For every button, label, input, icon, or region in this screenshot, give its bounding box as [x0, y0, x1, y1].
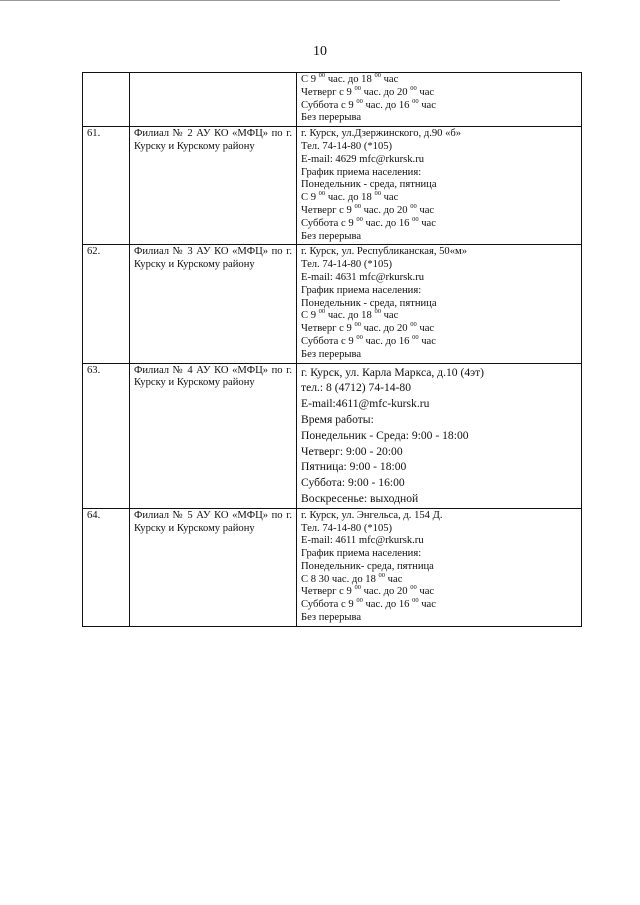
- detail-line: Четверг с 9 $^{00}$ час. до 20 $^{00}$ час: [301, 321, 435, 335]
- detail-line: Суббота с 9 $^{00}$ час. до 16 $^{00}$ час: [301, 597, 436, 611]
- branch-details: [297, 508, 582, 626]
- branch-name: Филиал № 5 АУ КО «МФЦ» по г. Курску и Курскому району: [130, 508, 297, 626]
- row-number: 63.: [83, 363, 130, 508]
- detail-line: Воскресенье: выходной: [301, 491, 419, 505]
- detail-line: С 9 $^{00}$ час. до 18 $^{00}$ час: [301, 308, 399, 322]
- detail-line: Время работы:: [301, 412, 374, 426]
- page-number: 10: [313, 44, 327, 59]
- branch-name: Филиал № 3 АУ КО «МФЦ» по г. Курску и Курскому району: [130, 245, 297, 363]
- detail-line: г. Курск, ул. Энгельса, д. 154 Д.: [301, 509, 443, 521]
- detail-line: График приема населения:: [301, 166, 422, 178]
- detail-line: Понедельник- среда, пятница: [301, 560, 434, 572]
- table-row: [83, 245, 582, 363]
- detail-line: Четверг с 9 $^{00}$ час. до 20 $^{00}$ час: [301, 202, 435, 216]
- detail-line: Тел. 74-14-80 (*105): [301, 522, 393, 534]
- detail-line: Без перерыва: [301, 230, 362, 242]
- detail-line: Четверг с 9 $^{00}$ час. до 20 $^{00}$ час: [301, 584, 435, 598]
- row-number: [83, 73, 130, 127]
- branch-details: [297, 73, 582, 127]
- detail-line: Пятница: 9:00 - 18:00: [301, 460, 407, 474]
- row-number: 62.: [83, 245, 130, 363]
- detail-line: Суббота: 9:00 - 16:00: [301, 476, 405, 490]
- detail-line: г. Курск, ул. Республиканская, 50«м»: [301, 246, 468, 258]
- table-row: [83, 508, 582, 626]
- detail-line: С 9 $^{00}$ час. до 18 $^{00}$ час: [301, 190, 399, 204]
- detail-line: График приема населения:: [301, 284, 422, 296]
- detail-line: Без перерыва: [301, 612, 362, 624]
- detail-line: г. Курск, ул.Дзержинского, д.90 «б»: [301, 128, 462, 140]
- branch-details: [297, 245, 582, 363]
- detail-line: Без перерыва: [301, 112, 362, 124]
- table-row: [83, 73, 582, 127]
- detail-line: E-mail: 4631 mfc@rkursk.ru: [301, 271, 425, 283]
- branch-name: Филиал № 2 АУ КО «МФЦ» по г. Курску и Курскому району: [130, 127, 297, 245]
- scan-top-edge: [0, 0, 560, 1]
- detail-line: График приема населения:: [301, 548, 422, 560]
- branch-name: Филиал № 4 АУ КО «МФЦ» по г. Курску и Курскому району: [130, 363, 297, 508]
- detail-line: E-mail: 4629 mfc@rkursk.ru: [301, 153, 425, 165]
- table-row: [83, 363, 582, 508]
- detail-line: Суббота с 9 $^{00}$ час. до 16 $^{00}$ час: [301, 333, 436, 347]
- branch-details: [297, 127, 582, 245]
- detail-line: С 9 $^{00}$ час. до 18 $^{00}$ час: [301, 72, 399, 85]
- branches-table-body: [83, 73, 582, 627]
- detail-line: С 8 30 час. до 18 $^{00}$ час: [301, 571, 403, 585]
- branch-details: [297, 363, 582, 508]
- row-number: 61.: [83, 127, 130, 245]
- detail-line: Понедельник - среда, пятница: [301, 179, 437, 191]
- detail-line: тел.: 8 (4712) 74-14-80: [301, 381, 412, 395]
- row-number: 64.: [83, 508, 130, 626]
- detail-line: Без перерыва: [301, 348, 362, 360]
- detail-line: Четверг с 9 $^{00}$ час. до 20 $^{00}$ час: [301, 84, 435, 98]
- detail-line: Суббота с 9 $^{00}$ час. до 16 $^{00}$ час: [301, 215, 436, 229]
- branch-name: [130, 73, 297, 127]
- detail-line: E-mail:4611@mfc-kursk.ru: [301, 397, 430, 411]
- detail-line: Тел. 74-14-80 (*105): [301, 140, 393, 152]
- detail-line: г. Курск, ул. Карла Маркса, д.10 (4эт): [301, 365, 485, 379]
- branches-table: [82, 72, 582, 627]
- table-row: [83, 127, 582, 245]
- detail-line: Тел. 74-14-80 (*105): [301, 259, 393, 271]
- detail-line: Понедельник - Среда: 9:00 - 18:00: [301, 428, 469, 442]
- detail-line: Четверг: 9:00 - 20:00: [301, 444, 403, 458]
- detail-line: Понедельник - среда, пятница: [301, 297, 437, 309]
- detail-line: E-mail: 4611 mfc@rkursk.ru: [301, 535, 424, 547]
- detail-line: Суббота с 9 $^{00}$ час. до 16 $^{00}$ час: [301, 97, 436, 111]
